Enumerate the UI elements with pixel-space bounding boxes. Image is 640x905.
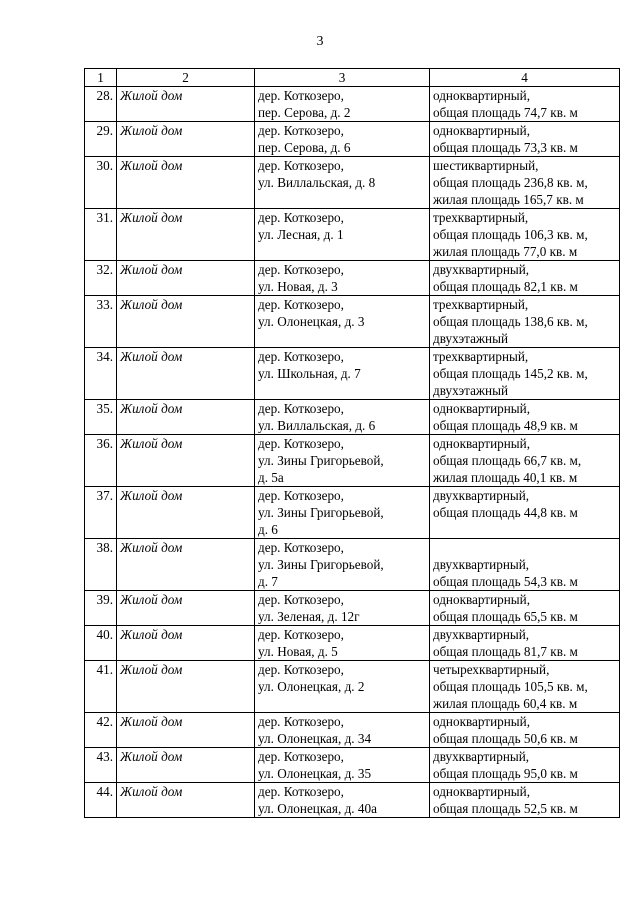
table-row <box>85 296 620 348</box>
table-row <box>85 713 620 748</box>
description-cell <box>430 400 620 435</box>
description-line: одноквартирный, <box>433 784 530 799</box>
address-line: ул. Зины Григорьевой, <box>258 505 384 520</box>
description-cell <box>430 87 620 122</box>
address-line: дер. Коткозеро, <box>258 540 344 555</box>
description-line: жилая площадь 165,7 кв. м <box>433 192 584 207</box>
description-line: двухэтажный <box>433 383 509 398</box>
address-line: дер. Коткозеро, <box>258 88 344 103</box>
address-line: ул. Зины Григорьевой, <box>258 557 384 572</box>
row-number: 29. <box>85 122 117 157</box>
description-cell <box>430 713 620 748</box>
description-line: двухквартирный, <box>433 488 530 503</box>
address-cell <box>255 539 430 591</box>
address-line: ул. Виллальская, д. 6 <box>258 418 376 433</box>
address-line: дер. Коткозеро, <box>258 349 344 364</box>
address-cell <box>255 713 430 748</box>
row-number: 44. <box>85 783 117 818</box>
object-type: Жилой дом <box>117 487 255 539</box>
address-line: д. 6 <box>258 522 278 537</box>
description-cell <box>430 348 620 400</box>
address-line: дер. Коткозеро, <box>258 262 344 277</box>
description-cell <box>430 626 620 661</box>
table-row <box>85 748 620 783</box>
row-number: 34. <box>85 348 117 400</box>
description-line <box>433 539 616 556</box>
description-line: общая площадь 73,3 кв. м <box>433 140 578 155</box>
object-type: Жилой дом <box>117 87 255 122</box>
description-line: двухквартирный, <box>433 627 530 642</box>
column-header-3: 3 <box>255 69 430 87</box>
table-row <box>85 591 620 626</box>
description-line: четырехквартирный, <box>433 662 550 677</box>
address-line: ул. Олонецкая, д. 2 <box>258 679 365 694</box>
address-line: дер. Коткозеро, <box>258 123 344 138</box>
column-header-4: 4 <box>430 69 620 87</box>
description-cell <box>430 157 620 209</box>
address-cell <box>255 435 430 487</box>
address-line: д. 7 <box>258 574 278 589</box>
address-cell <box>255 661 430 713</box>
description-line: двухквартирный, <box>433 557 530 572</box>
description-line: трехквартирный, <box>433 349 529 364</box>
table-row <box>85 157 620 209</box>
description-cell <box>430 748 620 783</box>
row-number: 38. <box>85 539 117 591</box>
description-line: общая площадь 52,5 кв. м <box>433 801 578 816</box>
description-line: одноквартирный, <box>433 436 530 451</box>
address-line: ул. Олонецкая, д. 35 <box>258 766 372 781</box>
address-cell <box>255 487 430 539</box>
row-number: 30. <box>85 157 117 209</box>
address-cell <box>255 296 430 348</box>
description-line: одноквартирный, <box>433 88 530 103</box>
address-line: пер. Серова, д. 2 <box>258 105 351 120</box>
table-header-row <box>85 69 620 87</box>
description-line: общая площадь 50,6 кв. м <box>433 731 578 746</box>
description-line: общая площадь 66,7 кв. м, <box>433 453 582 468</box>
description-cell <box>430 435 620 487</box>
object-type: Жилой дом <box>117 661 255 713</box>
description-line: жилая площадь 77,0 кв. м <box>433 244 578 259</box>
object-type: Жилой дом <box>117 591 255 626</box>
description-line: одноквартирный, <box>433 714 530 729</box>
description-cell <box>430 783 620 818</box>
object-type: Жилой дом <box>117 783 255 818</box>
description-cell <box>430 261 620 296</box>
object-type: Жилой дом <box>117 122 255 157</box>
description-cell <box>430 539 620 591</box>
object-type: Жилой дом <box>117 400 255 435</box>
address-line: дер. Коткозеро, <box>258 488 344 503</box>
object-type: Жилой дом <box>117 748 255 783</box>
address-cell <box>255 591 430 626</box>
address-cell <box>255 157 430 209</box>
description-line: трехквартирный, <box>433 297 529 312</box>
object-type: Жилой дом <box>117 261 255 296</box>
address-line: дер. Коткозеро, <box>258 297 344 312</box>
column-header-2: 2 <box>117 69 255 87</box>
description-line: общая площадь 138,6 кв. м, <box>433 314 588 329</box>
address-line: ул. Новая, д. 5 <box>258 644 338 659</box>
table-row <box>85 348 620 400</box>
description-line: двухквартирный, <box>433 749 530 764</box>
row-number: 35. <box>85 400 117 435</box>
table-row <box>85 400 620 435</box>
address-cell <box>255 122 430 157</box>
description-line: жилая площадь 40,1 кв. м <box>433 470 578 485</box>
address-line: пер. Серова, д. 6 <box>258 140 351 155</box>
row-number: 42. <box>85 713 117 748</box>
address-line: дер. Коткозеро, <box>258 662 344 677</box>
address-line: ул. Зины Григорьевой, <box>258 453 384 468</box>
address-line: ул. Виллальская, д. 8 <box>258 175 376 190</box>
description-line: одноквартирный, <box>433 592 530 607</box>
address-line: дер. Коткозеро, <box>258 210 344 225</box>
row-number: 33. <box>85 296 117 348</box>
description-line: общая площадь 44,8 кв. м <box>433 505 578 520</box>
description-line: общая площадь 106,3 кв. м, <box>433 227 588 242</box>
object-type: Жилой дом <box>117 626 255 661</box>
address-line: ул. Новая, д. 3 <box>258 279 338 294</box>
table-row <box>85 435 620 487</box>
address-line: ул. Лесная, д. 1 <box>258 227 344 242</box>
description-line: общая площадь 74,7 кв. м <box>433 105 578 120</box>
row-number: 31. <box>85 209 117 261</box>
row-number: 40. <box>85 626 117 661</box>
table-row <box>85 626 620 661</box>
description-line: общая площадь 145,2 кв. м, <box>433 366 588 381</box>
description-cell <box>430 209 620 261</box>
table-row <box>85 661 620 713</box>
description-line: одноквартирный, <box>433 401 530 416</box>
address-line: дер. Коткозеро, <box>258 158 344 173</box>
description-line: общая площадь 236,8 кв. м, <box>433 175 588 190</box>
description-cell <box>430 661 620 713</box>
table-body <box>85 87 620 818</box>
address-line: ул. Олонецкая, д. 40а <box>258 801 377 816</box>
object-type: Жилой дом <box>117 435 255 487</box>
address-line: дер. Коткозеро, <box>258 784 344 799</box>
description-line: общая площадь 54,3 кв. м <box>433 574 578 589</box>
object-type: Жилой дом <box>117 157 255 209</box>
address-cell <box>255 626 430 661</box>
address-line: дер. Коткозеро, <box>258 714 344 729</box>
description-line: общая площадь 48,9 кв. м <box>433 418 578 433</box>
table-row <box>85 539 620 591</box>
description-line: общая площадь 105,5 кв. м, <box>433 679 588 694</box>
description-line: одноквартирный, <box>433 123 530 138</box>
row-number: 37. <box>85 487 117 539</box>
address-line: дер. Коткозеро, <box>258 749 344 764</box>
row-number: 28. <box>85 87 117 122</box>
address-cell <box>255 209 430 261</box>
object-type: Жилой дом <box>117 713 255 748</box>
row-number: 41. <box>85 661 117 713</box>
address-line: дер. Коткозеро, <box>258 627 344 642</box>
description-cell <box>430 296 620 348</box>
table-row <box>85 87 620 122</box>
description-cell <box>430 591 620 626</box>
row-number: 32. <box>85 261 117 296</box>
row-number: 43. <box>85 748 117 783</box>
row-number: 36. <box>85 435 117 487</box>
address-cell <box>255 261 430 296</box>
address-line: ул. Олонецкая, д. 3 <box>258 314 365 329</box>
description-line: общая площадь 65,5 кв. м <box>433 609 578 624</box>
table-row <box>85 122 620 157</box>
address-line: ул. Олонецкая, д. 34 <box>258 731 372 746</box>
object-type: Жилой дом <box>117 296 255 348</box>
address-cell <box>255 87 430 122</box>
description-line: шестиквартирный, <box>433 158 539 173</box>
address-line: дер. Коткозеро, <box>258 436 344 451</box>
object-type: Жилой дом <box>117 348 255 400</box>
address-line: ул. Зеленая, д. 12г <box>258 609 360 624</box>
row-number: 39. <box>85 591 117 626</box>
address-line: дер. Коткозеро, <box>258 401 344 416</box>
address-cell <box>255 748 430 783</box>
column-header-1: 1 <box>85 69 117 87</box>
address-cell <box>255 400 430 435</box>
object-type: Жилой дом <box>117 209 255 261</box>
table-row <box>85 487 620 539</box>
description-cell <box>430 487 620 539</box>
address-line: дер. Коткозеро, <box>258 592 344 607</box>
table-row <box>85 209 620 261</box>
address-cell <box>255 348 430 400</box>
page-number: 3 <box>316 34 324 49</box>
table-row <box>85 261 620 296</box>
housing-registry-table <box>84 68 620 818</box>
description-line: двухквартирный, <box>433 262 530 277</box>
address-line: ул. Школьная, д. 7 <box>258 366 361 381</box>
address-cell <box>255 783 430 818</box>
description-line: общая площадь 82,1 кв. м <box>433 279 578 294</box>
description-line: общая площадь 95,0 кв. м <box>433 766 578 781</box>
table-row <box>85 783 620 818</box>
description-cell <box>430 122 620 157</box>
description-line: трехквартирный, <box>433 210 529 225</box>
description-line: общая площадь 81,7 кв. м <box>433 644 578 659</box>
description-line: двухэтажный <box>433 331 509 346</box>
address-line: д. 5а <box>258 470 284 485</box>
description-line: жилая площадь 60,4 кв. м <box>433 696 578 711</box>
object-type: Жилой дом <box>117 539 255 591</box>
